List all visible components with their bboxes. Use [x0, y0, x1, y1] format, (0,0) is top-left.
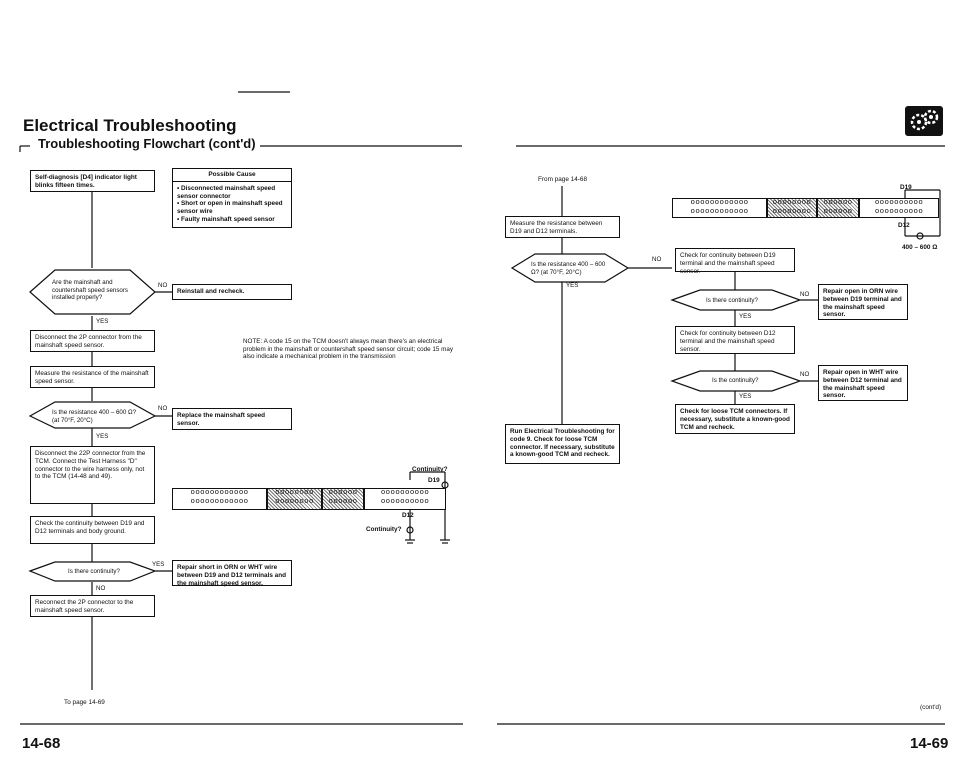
- question-resistance: Is the resistance 400 – 600 Ω? (at 70°F, 20°C): [52, 409, 137, 424]
- possible-cause-2: • Short or open in mainshaft speed sensor wire: [177, 200, 283, 216]
- ohm-label: 400 – 600 Ω: [902, 244, 938, 251]
- page-number-left: 14-68: [22, 735, 61, 752]
- question-continuity-1: Is there continuity?: [706, 297, 758, 304]
- connector-pins-row: oooooooooooo: [690, 207, 749, 216]
- check-d12-box: Check for continuity between D12 terminal and the mainshaft speed sensor.: [675, 326, 795, 354]
- connector-pins-row: oooooooo: [772, 207, 812, 216]
- connector-block-3: [322, 488, 364, 510]
- question-sensors-installed: Are the mainshaft and countershaft speed sensors installed properly?: [52, 279, 129, 302]
- cont-label: (cont'd): [920, 704, 942, 711]
- label-yes: YES: [566, 282, 579, 289]
- reconnect-2p-box: Reconnect the 2P connector to the mainshaft speed sensor.: [30, 595, 155, 617]
- connector-block-1: [172, 488, 267, 510]
- connector-pins-row: oooooooooo: [874, 199, 924, 207]
- possible-cause-3: • Faulty mainshaft speed sensor: [177, 215, 275, 223]
- connector-pins-row: oooooooo: [275, 489, 314, 497]
- connector-block-r3: [817, 198, 859, 218]
- label-no: NO: [158, 282, 168, 289]
- label-yes: YES: [739, 313, 752, 320]
- reinstall-box: Reinstall and recheck.: [172, 284, 292, 300]
- repair-orn-box: Repair open in ORN wire between D19 terminal and the mainshaft speed sensor.: [818, 284, 908, 320]
- repair-short-box: Repair short in ORN or WHT wire between D19 and D12 terminals and the mainshaft speed sensor.: [172, 560, 292, 586]
- connector-block-r1: [672, 198, 767, 218]
- connector-pins-row: oooooo: [823, 207, 853, 216]
- connector-pins-row: oooooo: [328, 489, 358, 497]
- continuity-label-top: Continuity?: [412, 466, 448, 473]
- question-resistance-right: Is the resistance 400 – 600 Ω? (at 70°F, 20°C): [531, 261, 606, 276]
- d19-label-right: D19: [900, 184, 912, 191]
- to-page-label: To page 14-69: [64, 699, 105, 706]
- page-title: Electrical Troubleshooting: [23, 116, 237, 135]
- disconnect-22p-box: Disconnect the 22P connector from the TCM. Connect the Test Harness "D" connector to the wire harness only, not to the TCM (14-48 and 49).: [30, 446, 155, 504]
- disconnect-2p-box: Disconnect the 2P connector from the mainshaft speed sensor.: [30, 330, 155, 352]
- possible-cause-1: • Disconnected mainshaft speed sensor connector: [177, 184, 276, 200]
- connector-pins-row: oooooooo: [772, 199, 812, 207]
- start-box-d4-blinks: Self-diagnosis [D4] indicator light blinks fifteen times.: [30, 170, 155, 192]
- label-yes: YES: [152, 561, 165, 568]
- check-continuity-box: Check the continuity between D19 and D12 terminals and body ground.: [30, 516, 155, 544]
- page-number-right: 14-69: [910, 735, 949, 752]
- possible-cause-title: Possible Cause: [173, 169, 291, 182]
- connector-pins-row: oooooooooo: [380, 497, 430, 506]
- check-loose-tcm-box: Check for loose TCM connectors. If necessary, substitute a known-good TCM and recheck.: [675, 404, 795, 434]
- continuity-label-bottom: Continuity?: [366, 526, 402, 533]
- label-yes: YES: [739, 393, 752, 400]
- d12-label-right: D12: [898, 222, 910, 229]
- question-continuity: Is there continuity?: [68, 568, 120, 575]
- connector-pins-row: oooooo: [328, 497, 358, 506]
- connector-block-r2: [767, 198, 817, 218]
- connector-pins-row: oooooooooooo: [190, 497, 249, 506]
- connector-pins-row: oooooooooo: [874, 207, 924, 216]
- measure-resistance-box: Measure the resistance of the mainshaft speed sensor.: [30, 366, 155, 388]
- d19-label: D19: [428, 477, 440, 484]
- label-yes: YES: [96, 318, 109, 325]
- check-d19-box: Check for continuity between D19 terminal and the mainshaft speed sensor.: [675, 248, 795, 272]
- label-no: NO: [800, 291, 810, 298]
- connector-pins-row: oooooooo: [275, 497, 314, 506]
- label-no: NO: [652, 256, 662, 263]
- label-no: NO: [96, 585, 106, 592]
- connector-pins-row: oooooooooooo: [690, 199, 749, 207]
- label-no: NO: [800, 371, 810, 378]
- possible-cause-box: [172, 168, 292, 228]
- connector-pins-row: oooooooooooo: [190, 489, 249, 497]
- repair-wht-box: Repair open in WHT wire between D12 terminal and the mainshaft speed sensor.: [818, 365, 908, 401]
- question-continuity-2: Is the continuity?: [712, 377, 759, 384]
- connector-block-r4: [859, 198, 939, 218]
- note-text: NOTE: A code 15 on the TCM doesn't always mean there's an electrical problem in the mainshaft or countershaft speed sensor circuit; code 15 may also indicate a mechanical problem in the transmission: [243, 338, 454, 361]
- measure-d19-d12-box: Measure the resistance between D19 and D12 terminals.: [505, 216, 620, 238]
- transmission-logo-icon: [905, 106, 943, 136]
- replace-sensor-box: Replace the mainshaft speed sensor.: [172, 408, 292, 430]
- connector-block-2: [267, 488, 322, 510]
- connector-pins-row: oooooooooo: [380, 489, 430, 497]
- run-electrical-troubleshooting-box: Run Electrical Troubleshooting for code 9. Check for loose TCM connector. If necessary, substitute a known-good TCM and recheck.: [505, 424, 620, 464]
- label-yes: YES: [96, 433, 109, 440]
- label-no: NO: [158, 405, 168, 412]
- page-subtitle: Troubleshooting Flowchart (cont'd): [38, 136, 256, 151]
- d12-label: D12: [402, 512, 414, 519]
- from-page-label: From page 14-68: [538, 176, 588, 183]
- connector-pins-row: oooooo: [823, 199, 853, 207]
- connector-block-4: [364, 488, 446, 510]
